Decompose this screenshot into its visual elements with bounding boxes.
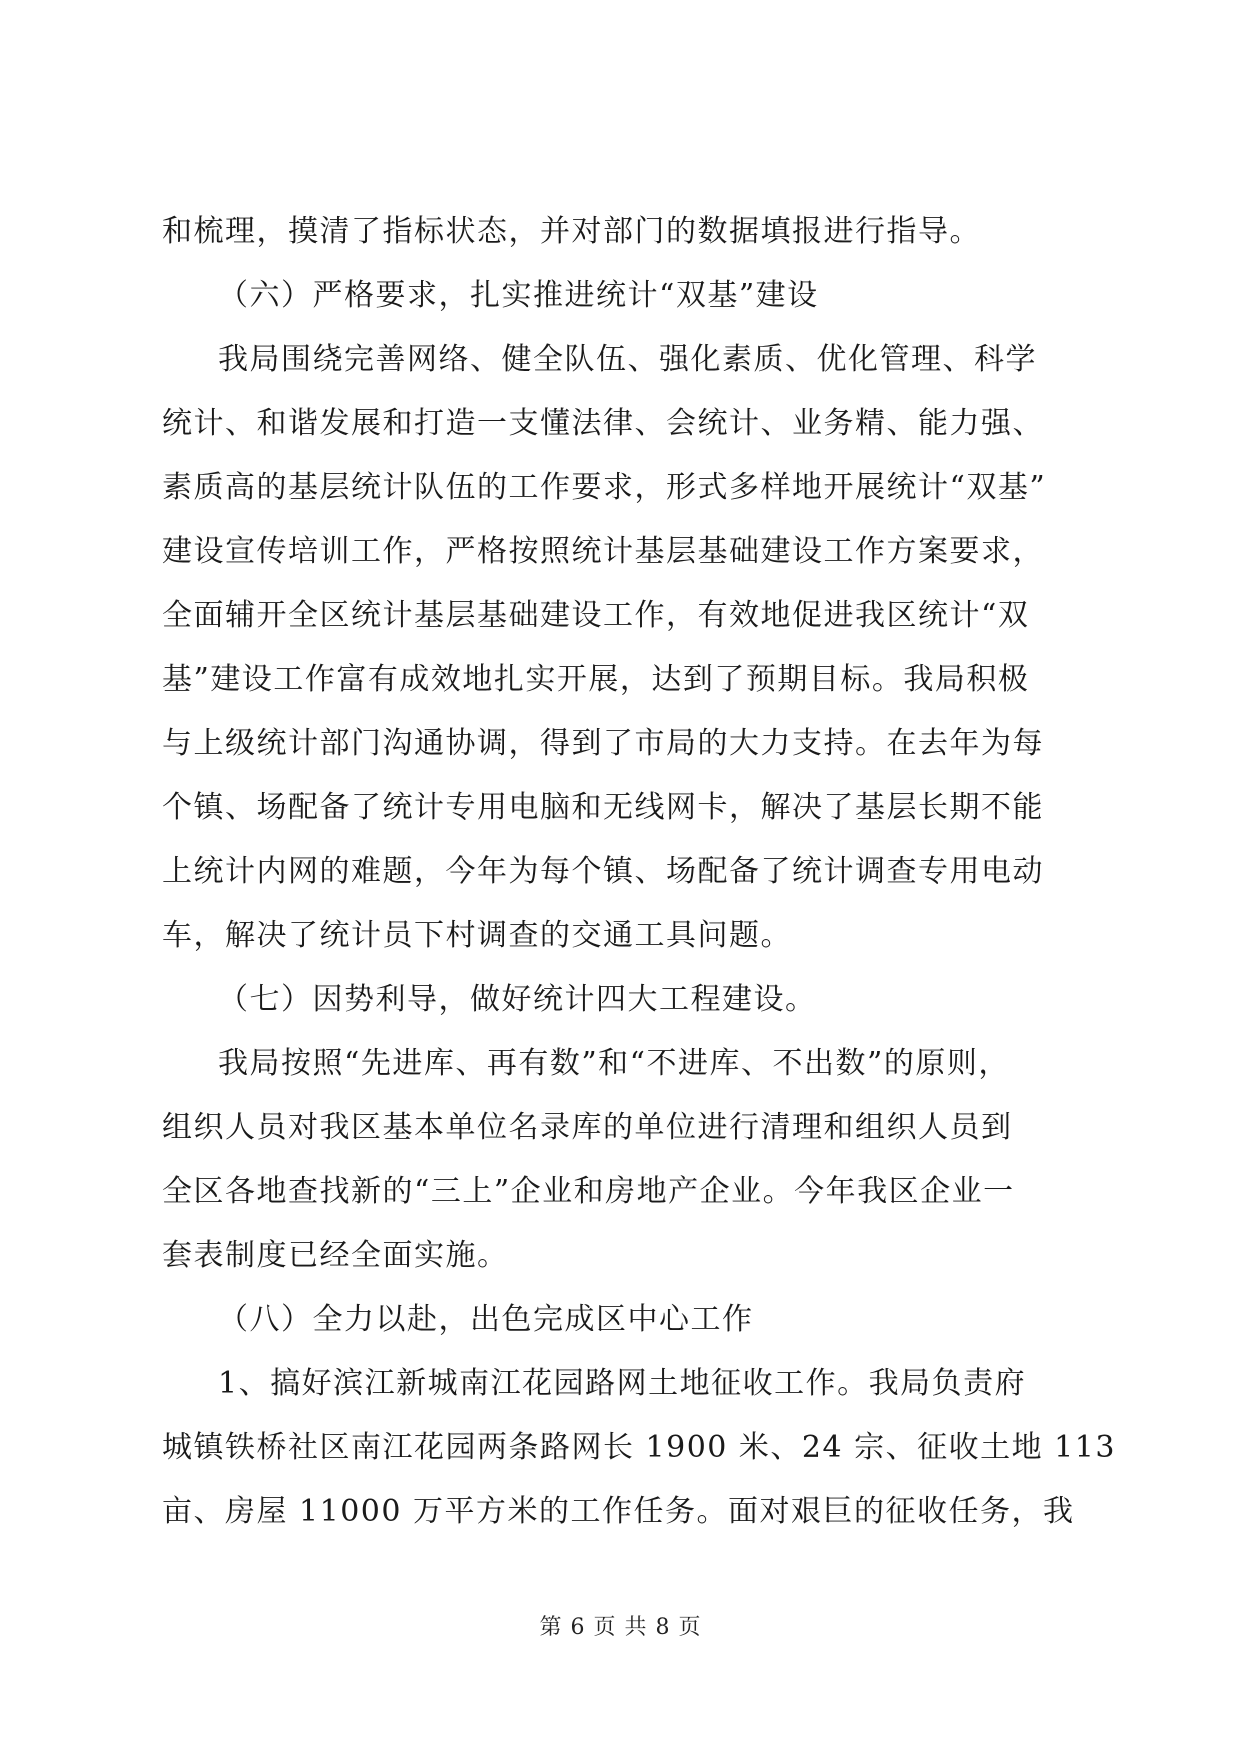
paragraph-start: 我局围绕完善网络、健全队伍、强化素质、优化管理、科学 — [218, 342, 1037, 377]
body-line: 组织人员对我区基本单位名录库的单位进行清理和组织人员到 — [162, 1110, 1013, 1145]
body-line: 统计、和谐发展和打造一支懂法律、会统计、业务精、能力强、 — [162, 406, 1044, 441]
paragraph-start: 1、搞好滨江新城南江花园路网土地征收工作。我局负责府 — [218, 1366, 1027, 1401]
body-line: 车，解决了统计员下村调查的交通工具问题。 — [162, 918, 792, 953]
body-line: 素质高的基层统计队伍的工作要求，形式多样地开展统计“双基” — [162, 470, 1047, 505]
paragraph-start: 我局按照“先进库、再有数”和“不进库、不出数”的原则， — [218, 1046, 1010, 1081]
body-line: 全区各地查找新的“三上”企业和房地产企业。今年我区企业一 — [162, 1174, 1015, 1209]
body-line: 套表制度已经全面实施。 — [162, 1238, 509, 1273]
body-line: 基”建设工作富有成效地扎实开展，达到了预期目标。我局积极 — [162, 662, 1030, 697]
section-heading-7: （七）因势利导，做好统计四大工程建设。 — [218, 982, 817, 1017]
section-heading-8: （八）全力以赴，出色完成区中心工作 — [218, 1302, 754, 1337]
body-line: 上统计内网的难题，今年为每个镇、场配备了统计调查专用电动 — [162, 854, 1044, 889]
body-line: 与上级统计部门沟通协调，得到了市局的大力支持。在去年为每 — [162, 726, 1044, 761]
body-line: 建设宣传培训工作，严格按照统计基层基础建设工作方案要求， — [162, 534, 1044, 569]
body-line: 城镇铁桥社区南江花园两条路网长 1900 米、24 宗、征收土地 113 — [162, 1430, 1116, 1465]
body-line: 亩、房屋 11000 万平方米的工作任务。面对艰巨的征收任务，我 — [162, 1494, 1075, 1529]
body-line: 和梳理，摸清了指标状态，并对部门的数据填报进行指导。 — [162, 214, 981, 249]
page-number-footer: 第 6 页 共 8 页 — [539, 1615, 702, 1640]
section-heading-6: （六）严格要求，扎实推进统计“双基”建设 — [218, 278, 819, 313]
body-line: 全面辅开全区统计基层基础建设工作，有效地促进我区统计“双 — [162, 598, 1030, 633]
body-line: 个镇、场配备了统计专用电脑和无线网卡，解决了基层长期不能 — [162, 790, 1044, 825]
document-body — [162, 200, 1116, 1544]
